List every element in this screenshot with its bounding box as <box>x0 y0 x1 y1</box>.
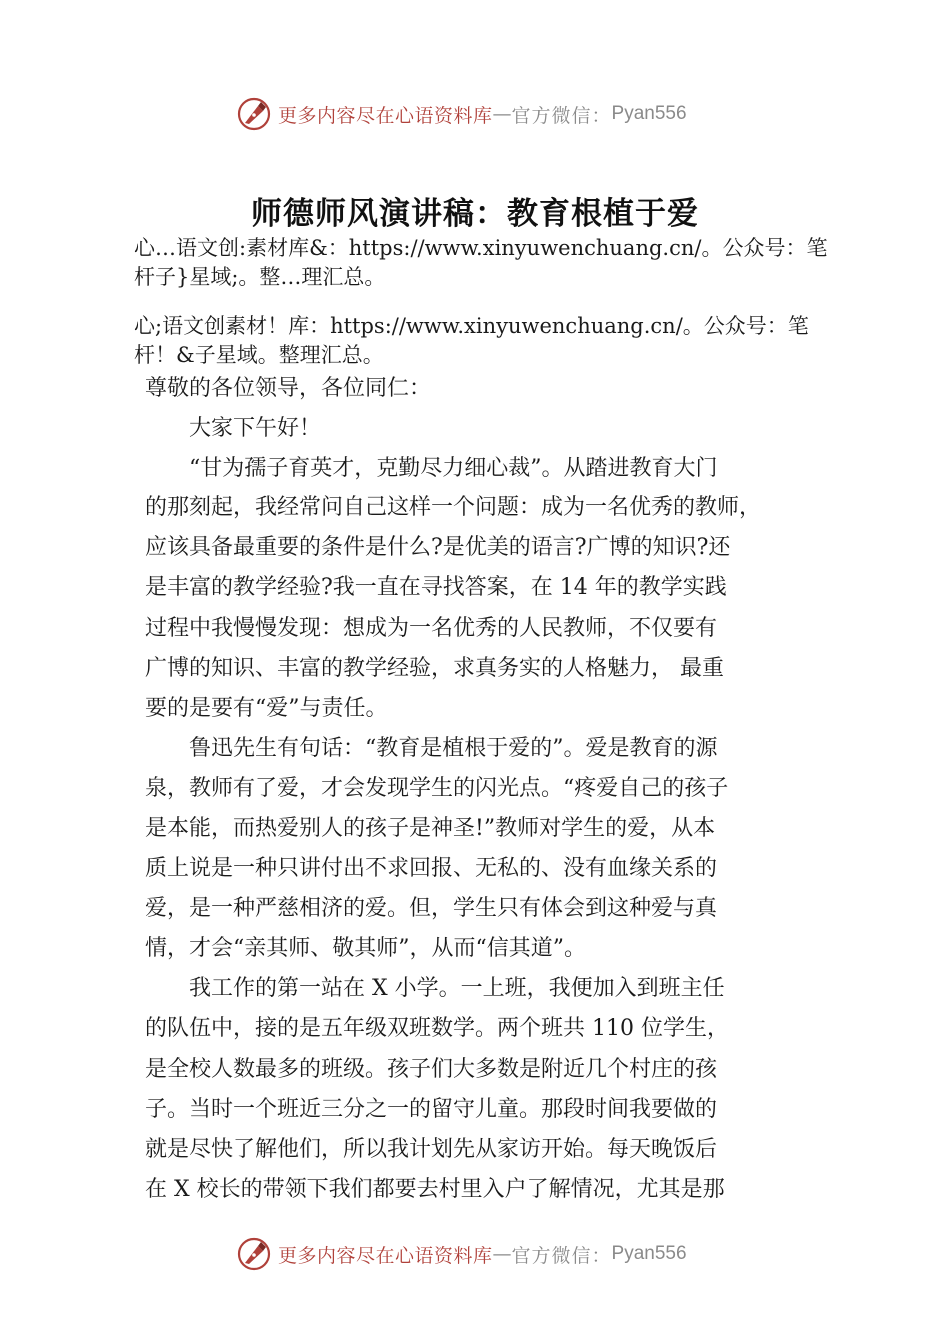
body-line: 爱，是一种严慈相济的爱。但，学生只有体会到这种爱与真 <box>145 896 718 921</box>
body-line: 是全校人数最多的班级。孩子们大多数是附近几个村庄的孩 <box>145 1057 718 1082</box>
banner-separator: — <box>492 1243 512 1265</box>
body-line: 情，才会“亲其师、敬其师”，从而“信其道”。 <box>145 936 586 961</box>
header-banner <box>236 94 756 134</box>
body-line: 是丰富的教学经验?我一直在寻找答案，在 14 年的教学实践 <box>145 575 727 600</box>
body-line: 我工作的第一站在 X 小学。一上班，我便加入到班主任 <box>145 976 725 1001</box>
banner-wechat-id: Pyan556 <box>611 1243 687 1264</box>
body-line: 过程中我慢慢发现：想成为一名优秀的人民教师，不仅要有 <box>145 616 718 641</box>
body-line: 的队伍中，接的是五年级双班数学。两个班共 110 位学生， <box>145 1016 729 1041</box>
body-line: 就是尽快了解他们，所以我计划先从家访开始。每天晚饭后 <box>145 1137 718 1162</box>
body-line: 在 X 校长的带领下我们都要去村里入户了解情况，尤其是那 <box>145 1177 725 1202</box>
banner-main-text: 更多内容尽在心语资料库 <box>278 1244 493 1267</box>
footer-banner <box>236 1234 756 1274</box>
pen-nib-logo-icon <box>236 96 272 132</box>
banner-wechat-label: 官方微信： <box>511 104 612 127</box>
banner-wechat-id: Pyan556 <box>611 103 687 124</box>
body-line: 泉，教师有了爱，才会发现学生的闪光点。“疼爱自己的孩子 <box>145 776 729 801</box>
body-line: 的那刻起，我经常问自己这样一个问题：成为一名优秀的教师， <box>145 495 762 520</box>
body-line: “甘为孺子育英才，克勤尽力细心裁”。从踏进教育大门 <box>145 456 718 481</box>
body-line: 子。当时一个班近三分之一的留守儿童。那段时间我要做的 <box>145 1097 718 1122</box>
body-line: 是本能，而热爱别人的孩子是神圣!”教师对学生的爱，从本 <box>145 816 716 841</box>
pen-nib-logo-icon <box>236 1236 272 1272</box>
banner-main-text: 更多内容尽在心语资料库 <box>278 104 493 127</box>
body-line: 应该具备最重要的条件是什么?是优美的语言?广博的知识?还 <box>145 535 731 560</box>
body-line: 要的是要有“爱”与责任。 <box>145 696 388 721</box>
banner-wechat-label: 官方微信： <box>511 1244 612 1267</box>
body-line: 鲁迅先生有句话：“教育是植根于爱的”。爱是教育的源 <box>145 736 718 761</box>
salutation: 尊敬的各位领导，各位同仁： <box>145 376 432 401</box>
banner-separator: — <box>492 103 512 125</box>
body-line: 广博的知识、丰富的教学经验，求真务实的人格魅力， 最重 <box>145 656 724 681</box>
document-title: 师德师风演讲稿：教育根植于爱 <box>251 196 699 232</box>
body-line: 质上说是一种只讲付出不求回报、无私的、没有血缘关系的 <box>145 856 718 881</box>
greeting: 大家下午好！ <box>145 416 322 441</box>
source-note-1: 心…语文创:素材库&：https://www.xinyuwenchuang.cn/。公众号：笔杆子}星域;。整…理汇总。 <box>134 236 828 289</box>
source-note-2: 心;语文创素材！库：https://www.xinyuwenchuang.cn/。公众号：笔杆！&子星域。整理汇总。 <box>134 314 809 367</box>
